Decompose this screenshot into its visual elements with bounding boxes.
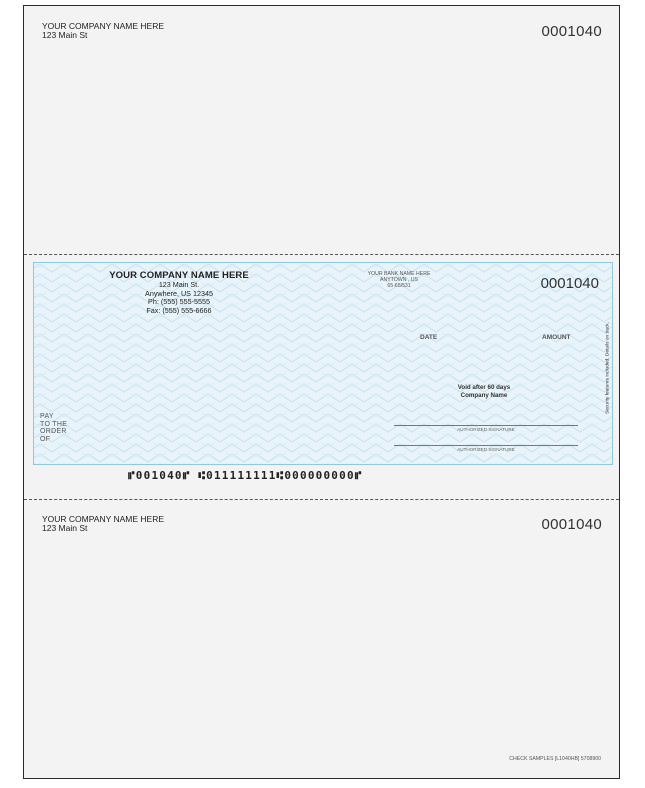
top-stub-company: [42, 22, 164, 40]
date-label: DATE: [420, 334, 438, 341]
signature-line-1: [394, 425, 578, 432]
bottom-stub-company-name: YOUR COMPANY NAME HERE: [42, 514, 165, 524]
void-company-name: Company Name: [460, 391, 508, 399]
amount-label: AMOUNT: [542, 334, 571, 341]
pay-line-3: ORDER: [40, 428, 67, 436]
bottom-stub-address: 123 Main St: [42, 523, 88, 533]
pay-line-1: PAY: [40, 413, 54, 420]
check-fax: Fax: (555) 555-6666: [146, 305, 212, 315]
pay-line-4: OF: [40, 435, 51, 443]
check-body: [33, 262, 613, 465]
bottom-stub: [24, 499, 619, 779]
pay-to-the-order-of: [40, 413, 67, 443]
top-stub-company-name: YOUR COMPANY NAME HERE: [42, 21, 165, 31]
security-features-note: [604, 313, 612, 423]
check-address-line-1: 123 Main St.: [158, 280, 200, 289]
perforation-line-top: [24, 254, 619, 255]
pay-line-2: TO THE: [40, 420, 68, 428]
check-company-block: [94, 270, 264, 315]
bank-city: ANYTOWN , US: [380, 277, 418, 283]
top-stub-check-number: 0001040: [541, 23, 602, 40]
bank-fraction: 65-65/531: [387, 283, 411, 289]
top-stub-address: 123 Main St: [42, 30, 88, 40]
security-features-text: Security features included. Details on back.: [605, 322, 611, 414]
footer-sample-code: CHECK SAMPLES [L1040HB] 5708900: [509, 756, 601, 762]
bank-info: [344, 271, 454, 289]
top-stub: [24, 6, 619, 254]
signature-line-2: [394, 445, 578, 452]
signature-label-2: AUTHORIZED SIGNATURE: [457, 447, 515, 452]
void-after-text: Void after 60 days: [457, 384, 511, 391]
check-address-line-2: Anywhere, US 12345: [145, 288, 213, 298]
bottom-stub-check-number: 0001040: [541, 516, 602, 533]
void-notice: [434, 384, 534, 399]
signature-label-1: AUTHORIZED SIGNATURE: [457, 427, 515, 432]
micr-line: ⑈001040⑈ ⑆011111111⑆000000000⑈: [128, 469, 363, 482]
check-phone: Ph: (555) 555-5555: [148, 297, 210, 307]
check-number: 0001040: [540, 275, 599, 292]
check-company-name: YOUR COMPANY NAME HERE: [109, 270, 249, 281]
check-sheet: [23, 5, 620, 779]
bank-name: YOUR BANK NAME HERE: [367, 271, 431, 277]
bottom-stub-company: [42, 515, 164, 533]
